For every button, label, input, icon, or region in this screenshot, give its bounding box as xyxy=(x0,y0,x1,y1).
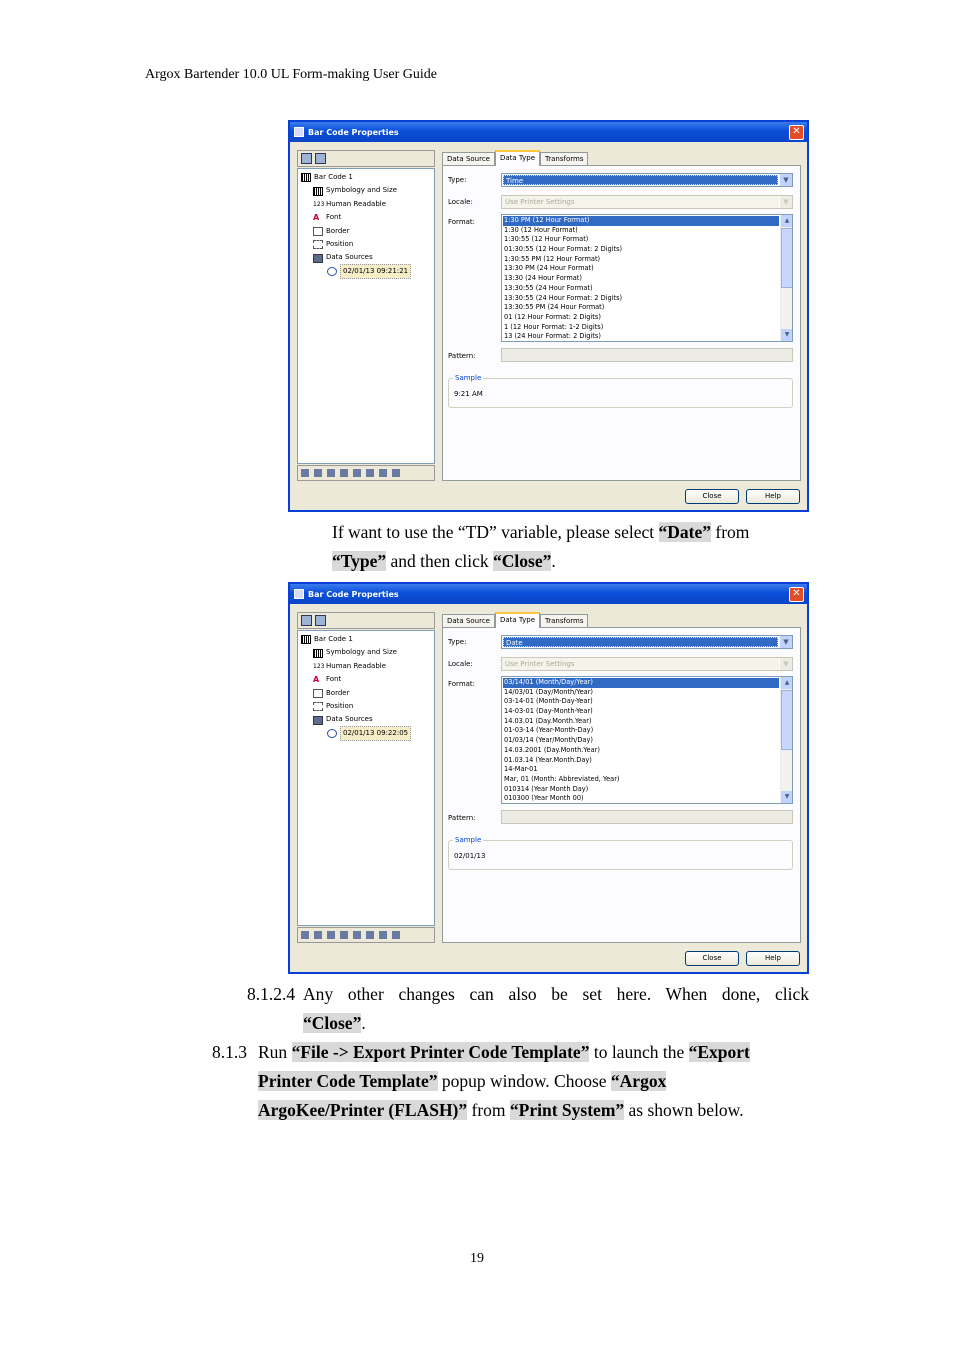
step-number-813: 8.1.3 xyxy=(212,1042,247,1062)
tree-item-data-sources[interactable]: Data Sources xyxy=(301,251,431,264)
format-list-scrollbar[interactable] xyxy=(780,215,792,341)
tab-transforms[interactable]: Transforms xyxy=(540,152,588,166)
locale-select-value: Use Printer Settings xyxy=(505,198,575,206)
pattern-input xyxy=(501,348,793,362)
arrow-up-icon[interactable] xyxy=(379,469,387,477)
tree-item-symbology[interactable]: Symbology and Size xyxy=(301,184,431,197)
step-813-line-1: Run “File -> Export Printer Code Template” to launch the “Export xyxy=(258,1042,750,1062)
tree-toolbar xyxy=(297,612,435,629)
pattern-label: Pattern: xyxy=(448,814,476,822)
format-list-item[interactable]: 14/03/01 (Day/Month/Year) xyxy=(504,687,593,696)
dialog-title: Bar Code Properties xyxy=(308,127,399,137)
scroll-up-icon[interactable]: ▲ xyxy=(781,677,793,689)
close-button[interactable]: Close xyxy=(685,951,739,966)
close-button[interactable]: Close xyxy=(685,489,739,504)
sample-group xyxy=(448,836,793,870)
sample-group xyxy=(448,374,793,408)
barcode-icon xyxy=(301,173,311,182)
step-8124-line-2: “Close”. xyxy=(303,1013,366,1033)
bar-code-properties-dialog-time xyxy=(288,120,809,512)
position-icon xyxy=(313,702,323,711)
format-list-item[interactable]: 01 (12 Hour Format: 2 Digits) xyxy=(504,312,601,321)
save-icon[interactable] xyxy=(315,615,326,626)
format-list-item[interactable]: 01:30:55 (12 Hour Format: 2 Digits) xyxy=(504,245,623,254)
type-select[interactable] xyxy=(501,173,793,187)
type-select-value: Time xyxy=(503,175,778,185)
format-list-item[interactable]: 01/03/14 (Year/Month/Day) xyxy=(504,736,593,745)
tab-data-source[interactable]: Data Source xyxy=(442,614,495,628)
type-select[interactable] xyxy=(501,635,793,649)
border-icon xyxy=(313,227,323,236)
format-label: Format: xyxy=(448,680,476,688)
format-list-item[interactable]: 13:30:55 PM (24 Hour Format) xyxy=(504,303,605,312)
delete-icon[interactable] xyxy=(327,931,335,939)
type-select-value: Date xyxy=(503,637,778,647)
barcode-app-icon xyxy=(294,127,304,137)
format-list[interactable] xyxy=(501,214,793,342)
delete-icon[interactable] xyxy=(327,469,335,477)
arrow-down-icon[interactable] xyxy=(392,469,400,477)
paste-icon[interactable] xyxy=(366,469,374,477)
format-list-item[interactable]: 14.03.01 (Day.Month.Year) xyxy=(504,716,592,725)
arrow-down-icon[interactable] xyxy=(392,931,400,939)
tab-data-type[interactable]: Data Type xyxy=(495,612,540,628)
tab-data-source[interactable]: Data Source xyxy=(442,152,495,166)
property-tabs xyxy=(442,150,588,166)
tree-item-bar-code[interactable]: Bar Code 1 xyxy=(301,171,431,184)
tools-icon[interactable] xyxy=(301,153,312,164)
sample-value: 9:21 AM xyxy=(454,390,483,398)
chevron-down-icon[interactable]: ▼ xyxy=(779,174,792,186)
format-label: Format: xyxy=(448,218,476,226)
dialog-titlebar[interactable] xyxy=(290,584,807,604)
format-list-item[interactable]: 14-Mar-01 xyxy=(504,765,538,774)
tab-transforms[interactable]: Transforms xyxy=(540,614,588,628)
pattern-input xyxy=(501,810,793,824)
tree-item-bar-code[interactable]: Bar Code 1 xyxy=(301,633,431,646)
scroll-thumb[interactable] xyxy=(781,690,793,750)
scroll-down-icon[interactable]: ▼ xyxy=(781,329,793,341)
human-readable-icon: 123 xyxy=(313,200,325,208)
instruction-line-1: If want to use the “TD” variable, please select “Date” from xyxy=(332,522,750,542)
tree-item-font[interactable]: A Font xyxy=(313,675,342,685)
font-icon: A xyxy=(313,213,320,223)
format-list-item[interactable]: 13:30 PM (24 Hour Format) xyxy=(504,264,594,273)
position-icon xyxy=(313,240,323,249)
format-list-item[interactable]: 13:30:55 (24 Hour Format) xyxy=(504,283,593,292)
copy-icon[interactable] xyxy=(353,469,361,477)
format-list-item[interactable]: 1:30:55 (12 Hour Format) xyxy=(504,235,589,244)
locale-label: Locale: xyxy=(448,660,473,668)
close-icon[interactable]: ✕ xyxy=(789,587,804,602)
tree-item-border[interactable]: Border xyxy=(301,687,431,700)
tree-item-human-readable[interactable]: 123 Human Readable xyxy=(313,661,387,670)
tree-item-border[interactable]: Border xyxy=(301,225,431,238)
chevron-down-icon: ▼ xyxy=(779,196,792,208)
clock-icon xyxy=(327,267,337,276)
tree-item-font[interactable]: A Font xyxy=(313,213,342,223)
step-number-8124: 8.1.2.4 xyxy=(247,984,296,1004)
tree-item-data-sources[interactable]: Data Sources xyxy=(301,713,431,726)
clock-icon xyxy=(327,729,337,738)
format-list-item[interactable]: 13:30 (24 Hour Format) xyxy=(504,274,582,283)
data-sources-icon xyxy=(313,254,323,263)
scroll-down-icon[interactable]: ▼ xyxy=(781,791,793,803)
tools-icon[interactable] xyxy=(301,615,312,626)
format-list-item[interactable]: 1:30 PM (12 Hour Format) xyxy=(503,216,779,226)
wizard-icon[interactable] xyxy=(314,469,322,477)
wizard-icon[interactable] xyxy=(314,931,322,939)
human-readable-icon: 123 xyxy=(313,662,325,670)
tree-item-data-source-value[interactable]: 02/01/13 09:22:05 xyxy=(301,727,431,740)
help-button[interactable]: Help xyxy=(746,489,800,504)
font-icon: A xyxy=(313,675,320,685)
locale-select-value: Use Printer Settings xyxy=(505,660,575,668)
step-813-line-3: ArgoKee/Printer (FLASH)” from “Print System” as shown below. xyxy=(258,1100,744,1120)
barcode-app-icon xyxy=(294,589,304,599)
format-list-item[interactable]: 1:30:55 PM (12 Hour Format) xyxy=(504,254,601,263)
barcode-icon xyxy=(301,635,311,644)
scroll-thumb[interactable] xyxy=(781,228,793,288)
format-list-item[interactable]: 03-14-01 (Month-Day-Year) xyxy=(504,697,593,706)
format-list-item[interactable]: 13 (24 Hour Format: 2 Digits) xyxy=(504,332,601,341)
close-icon[interactable]: ✕ xyxy=(789,125,804,140)
save-icon[interactable] xyxy=(315,153,326,164)
tree-item-position[interactable]: Position xyxy=(301,238,431,251)
paste-icon[interactable] xyxy=(366,931,374,939)
page-header: Argox Bartender 10.0 UL Form-making User Guide xyxy=(145,67,437,82)
format-list-item[interactable]: 14.03.2001 (Day.Month.Year) xyxy=(504,745,600,754)
chevron-down-icon: ▼ xyxy=(779,658,792,670)
format-list-item[interactable]: 13:30:55 (24 Hour Format: 2 Digits) xyxy=(504,293,623,302)
tree-toolbar xyxy=(297,150,435,167)
data-type-panel xyxy=(442,165,801,481)
cut-icon[interactable] xyxy=(340,931,348,939)
locale-label: Locale: xyxy=(448,198,473,206)
dialog-titlebar[interactable] xyxy=(290,122,807,142)
scroll-up-icon[interactable]: ▲ xyxy=(781,215,793,227)
properties-tree xyxy=(297,168,435,464)
tree-item-human-readable[interactable]: 123 Human Readable xyxy=(313,199,387,208)
step-813-line-2: Printer Code Template” popup window. Choose “Argox xyxy=(258,1071,667,1091)
bar-code-properties-dialog-date xyxy=(288,582,809,974)
tree-bottom-toolbar xyxy=(297,927,435,943)
format-list-item[interactable]: 010300 (Year Month 00) xyxy=(504,794,584,803)
step-8124-line-1: Any other changes can also be set here. When done, click xyxy=(303,984,809,1004)
format-list-item[interactable]: 14-03-01 (Day-Month-Year) xyxy=(504,707,593,716)
data-type-panel xyxy=(442,627,801,943)
border-icon xyxy=(313,689,323,698)
symbology-icon xyxy=(313,187,323,196)
property-tabs xyxy=(442,612,588,628)
sample-legend: Sample xyxy=(455,836,482,844)
format-list[interactable] xyxy=(501,676,793,804)
tree-item-position[interactable]: Position xyxy=(301,700,431,713)
dialog-title: Bar Code Properties xyxy=(308,589,399,599)
format-list-item[interactable]: 1:30 (12 Hour Format) xyxy=(504,225,578,234)
format-list-item[interactable]: 03/14/01 (Month/Day/Year) xyxy=(503,678,779,688)
format-list-scrollbar[interactable] xyxy=(780,677,792,803)
format-list-item[interactable]: Mar, 01 (Month: Abbreviated, Year) xyxy=(504,774,620,783)
help-button[interactable]: Help xyxy=(746,951,800,966)
tree-item-data-source-value[interactable]: 02/01/13 09:21:21 xyxy=(301,265,431,278)
format-list-item[interactable]: 01.03.14 (Year.Month.Day) xyxy=(504,755,592,764)
new-icon[interactable] xyxy=(301,469,309,477)
sample-legend: Sample xyxy=(455,374,482,382)
pattern-label: Pattern: xyxy=(448,352,476,360)
symbology-icon xyxy=(313,649,323,658)
page-number: 19 xyxy=(470,1251,484,1266)
data-sources-icon xyxy=(313,716,323,725)
new-icon[interactable] xyxy=(301,931,309,939)
tree-bottom-toolbar xyxy=(297,465,435,481)
format-list-item[interactable]: 1 (12 Hour Format: 1-2 Digits) xyxy=(504,322,604,331)
locale-select xyxy=(501,195,793,209)
cut-icon[interactable] xyxy=(340,469,348,477)
locale-select xyxy=(501,657,793,671)
instruction-line-2: “Type” and then click “Close”. xyxy=(332,551,556,571)
properties-tree xyxy=(297,630,435,926)
sample-value: 02/01/13 xyxy=(454,852,486,860)
format-list-item[interactable]: 010314 (Year Month Day) xyxy=(504,784,589,793)
tab-data-type[interactable]: Data Type xyxy=(495,150,540,166)
type-label: Type: xyxy=(448,176,467,184)
chevron-down-icon[interactable]: ▼ xyxy=(779,636,792,648)
type-label: Type: xyxy=(448,638,467,646)
copy-icon[interactable] xyxy=(353,931,361,939)
arrow-up-icon[interactable] xyxy=(379,931,387,939)
tree-item-symbology[interactable]: Symbology and Size xyxy=(301,646,431,659)
format-list-item[interactable]: 01-03-14 (Year-Month-Day) xyxy=(504,726,594,735)
